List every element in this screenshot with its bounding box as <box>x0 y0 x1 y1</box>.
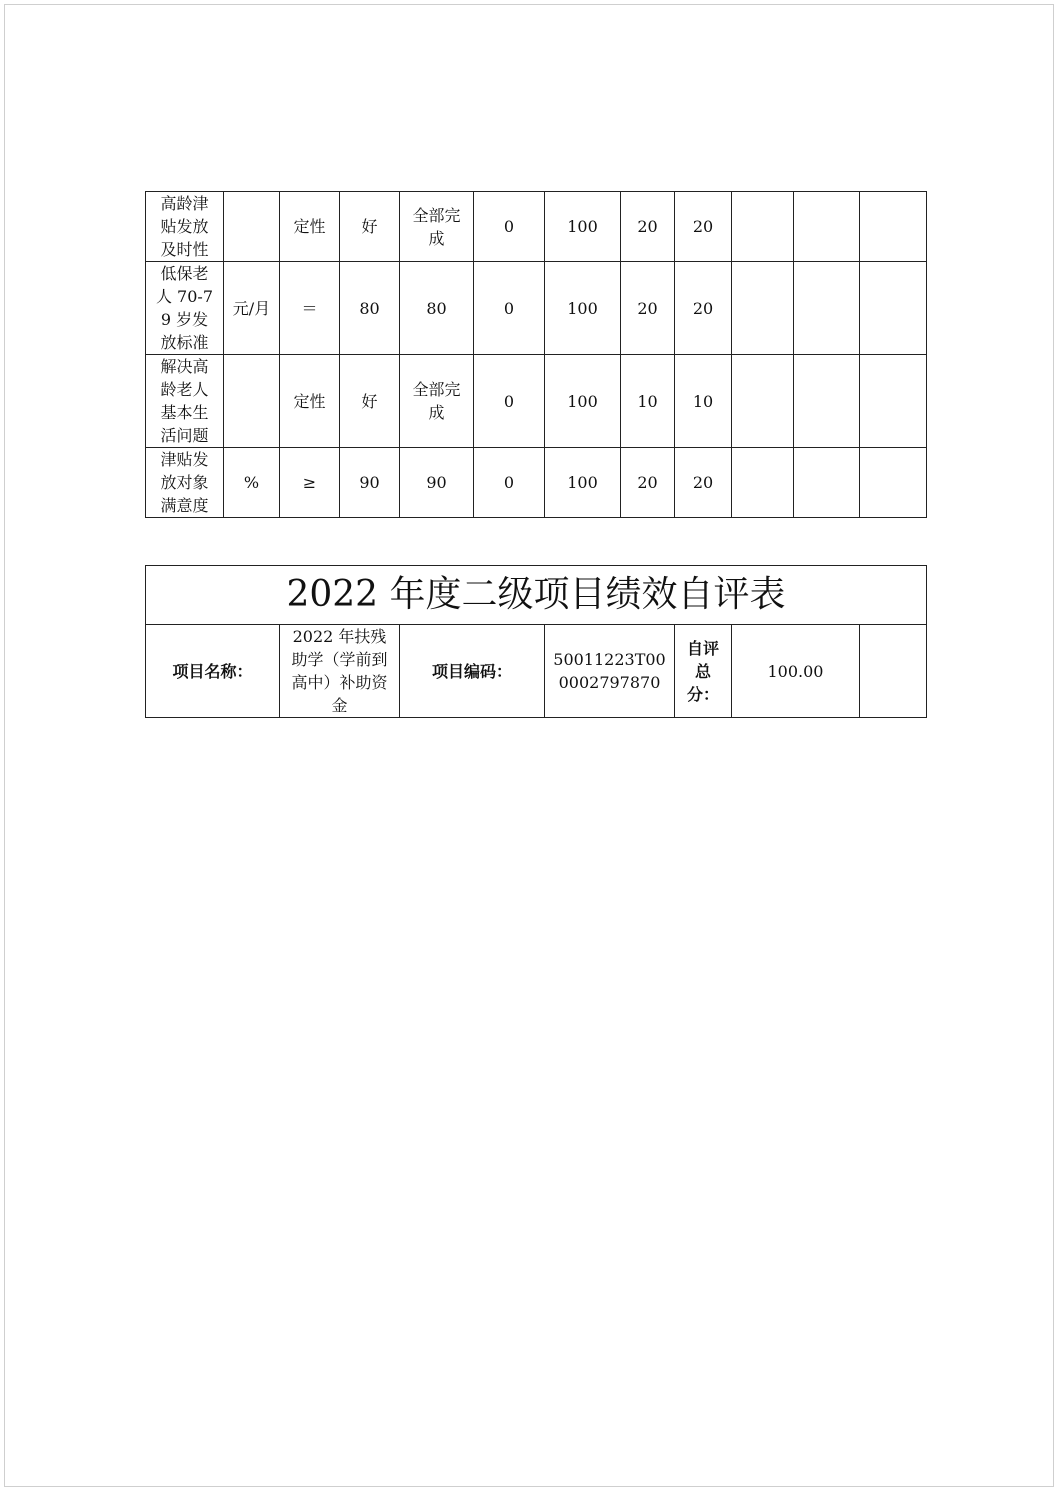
indicator-c1: 0 <box>474 192 545 262</box>
empty-cell <box>794 355 860 448</box>
empty-cell <box>732 355 794 448</box>
indicator-actual: 80 <box>400 262 474 355</box>
project-code-label: 项目编码： <box>400 625 545 718</box>
form-title: 2022 年度二级项目绩效自评表 <box>146 566 927 625</box>
empty-cell <box>860 355 927 448</box>
title-row <box>146 566 927 625</box>
empty-cell <box>860 192 927 262</box>
indicator-unit: % <box>224 448 280 518</box>
indicator-name: 低保老人 70-79 岁发放标准 <box>146 262 224 355</box>
empty-cell <box>860 625 927 718</box>
project-code: 50011223T000002797870 <box>545 625 675 718</box>
indicator-op: ＝ <box>280 262 340 355</box>
indicator-name: 解决高龄老人基本生活问题 <box>146 355 224 448</box>
indicator-name: 高龄津贴发放及时性 <box>146 192 224 262</box>
indicator-name: 津贴发放对象满意度 <box>146 448 224 518</box>
empty-cell <box>794 448 860 518</box>
indicator-c3: 20 <box>621 448 675 518</box>
score-value: 100.00 <box>732 625 860 718</box>
indicator-target: 90 <box>340 448 400 518</box>
indicator-c4: 20 <box>675 448 732 518</box>
indicator-c3: 20 <box>621 192 675 262</box>
indicator-c4: 10 <box>675 355 732 448</box>
empty-cell <box>732 192 794 262</box>
indicator-op: 定性 <box>280 355 340 448</box>
project-info-row <box>146 625 927 718</box>
indicator-c1: 0 <box>474 448 545 518</box>
indicator-c4: 20 <box>675 192 732 262</box>
empty-cell <box>860 448 927 518</box>
indicator-target: 好 <box>340 192 400 262</box>
project-name: 2022 年扶残助学（学前到高中）补助资金 <box>280 625 400 718</box>
indicator-actual: 90 <box>400 448 474 518</box>
indicator-c2: 100 <box>545 448 621 518</box>
empty-cell <box>732 448 794 518</box>
empty-cell <box>794 192 860 262</box>
table-row <box>146 355 927 448</box>
project-name-label: 项目名称： <box>146 625 280 718</box>
indicator-unit <box>224 355 280 448</box>
indicator-c4: 20 <box>675 262 732 355</box>
empty-cell <box>860 262 927 355</box>
indicator-op: ≥ <box>280 448 340 518</box>
indicator-target: 好 <box>340 355 400 448</box>
table-row <box>146 262 927 355</box>
table-row <box>146 192 927 262</box>
indicator-unit <box>224 192 280 262</box>
indicator-target: 80 <box>340 262 400 355</box>
indicator-unit: 元/月 <box>224 262 280 355</box>
indicator-op: 定性 <box>280 192 340 262</box>
indicator-c3: 10 <box>621 355 675 448</box>
indicator-table <box>145 191 927 518</box>
indicator-c3: 20 <box>621 262 675 355</box>
indicator-c2: 100 <box>545 262 621 355</box>
indicator-c2: 100 <box>545 192 621 262</box>
score-label: 自评总分： <box>675 625 732 718</box>
empty-cell <box>732 262 794 355</box>
indicator-actual: 全部完成 <box>400 192 474 262</box>
indicator-c2: 100 <box>545 355 621 448</box>
table-row <box>146 448 927 518</box>
indicator-actual: 全部完成 <box>400 355 474 448</box>
self-eval-form <box>145 565 927 718</box>
indicator-c1: 0 <box>474 355 545 448</box>
empty-cell <box>794 262 860 355</box>
indicator-c1: 0 <box>474 262 545 355</box>
